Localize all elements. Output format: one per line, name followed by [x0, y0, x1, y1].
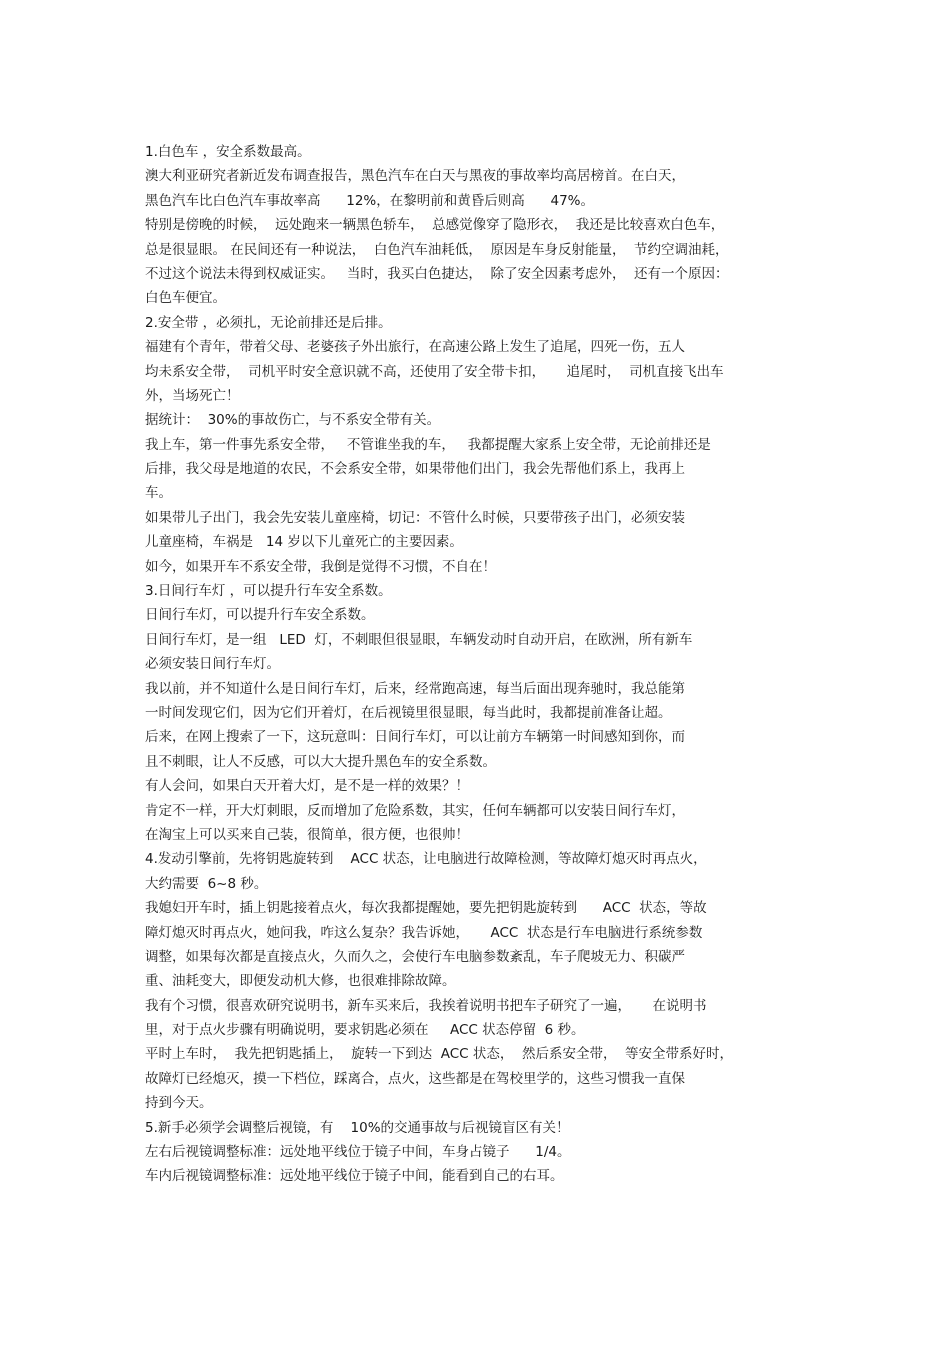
text-line: 4.发动引擎前，先将钥匙旋转到 ACC 状态，让电脑进行故障检测，等故障灯熄灭时再点火，: [145, 851, 707, 868]
text-line: 我有个习惯，很喜欢研究说明书，新车买来后，我挨着说明书把车子研究了一遍， 在说明书: [145, 997, 707, 1014]
text-line: 后来，在网上搜索了一下，这玩意叫：日间行车灯，可以让前方车辆第一时间感知到你，而: [145, 729, 685, 746]
text-line: 在淘宝上可以买来自己装，很简单，很方便，也很帅！: [145, 826, 469, 843]
text-line: 里，对于点火步骤有明确说明，要求钥匙必须在 ACC 状态停留 6 秒。: [145, 1022, 585, 1039]
text-line: 我媳妇开车时，插上钥匙接着点火，每次我都提醒她，要先把钥匙旋转到 ACC 状态，等故: [145, 900, 707, 917]
text-line: 平时上车时， 我先把钥匙插上， 旋转一下到达 ACC 状态， 然后系安全带， 等安全带系好时，: [145, 1046, 734, 1063]
text-line: 外，当场死亡！: [145, 387, 240, 404]
text-line: 如果带儿子出门，我会先安装儿童座椅，切记：不管什么时候，只要带孩子出门，必须安装: [145, 509, 685, 526]
text-line: 大约需要 6~8 秒。: [145, 875, 268, 892]
text-line: 3.日间行车灯 ，可以提升行车安全系数。: [145, 583, 392, 600]
text-line: 持到今天。: [145, 1095, 213, 1112]
text-line: 有人会问，如果白天开着大灯，是不是一样的效果？！: [145, 778, 469, 795]
text-line: 调整，如果每次都是直接点火，久而久之，会使行车电脑参数紊乱，车子爬坡无力、积碳严: [145, 948, 685, 965]
text-line: 黑色汽车比白色汽车事故率高 12%，在黎明前和黄昏后则高 47%。: [145, 192, 595, 209]
text-line: 车。: [145, 485, 172, 502]
text-line: 障灯熄灭时再点火，她问我，咋这么复杂？我告诉她， ACC 状态是行车电脑进行系统参数: [145, 924, 703, 941]
text-line: 不过这个说法未得到权威证实。 当时，我买白色捷达， 除了安全因素考虑外， 还有一个原因：: [145, 265, 729, 282]
text-line: 一时间发现它们，因为它们开着灯，在后视镜里很显眼，每当此时，我都提前准备让超。: [145, 704, 672, 721]
text-line: 且不刺眼，让人不反感，可以大大提升黑色车的安全系数。: [145, 753, 496, 770]
text-line: 我上车，第一件事先系安全带， 不管谁坐我的车， 我都提醒大家系上安全带，无论前排还是: [145, 436, 711, 453]
text-line: 日间行车灯，可以提升行车安全系数。: [145, 607, 375, 624]
text-line: 重、油耗变大，即便发动机大修，也很难排除故障。: [145, 973, 456, 990]
text-line: 福建有个青年，带着父母、老婆孩子外出旅行，在高速公路上发生了追尾，四死一伤，五人: [145, 339, 685, 356]
text-line: 左右后视镜调整标准：远处地平线位于镜子中间，车身占镜子 1/4。: [145, 1144, 571, 1161]
text-line: 车内后视镜调整标准：远处地平线位于镜子中间，能看到自己的右耳。: [145, 1168, 564, 1185]
text-line: 故障灯已经熄灭，摸一下档位，踩离合，点火，这些都是在驾校里学的，这些习惯我一直保: [145, 1070, 685, 1087]
text-line: 如今，如果开车不系安全带，我倒是觉得不习惯，不自在！: [145, 558, 496, 575]
text-line: 儿童座椅，车祸是 14 岁以下儿童死亡的主要因素。: [145, 534, 463, 551]
document-body: [145, 140, 815, 1189]
text-line: 特别是傍晚的时候， 远处跑来一辆黑色轿车， 总感觉像穿了隐形衣， 我还是比较喜欢白色车，: [145, 217, 725, 234]
text-line: 总是很显眼。 在民间还有一种说法， 白色汽车油耗低， 原因是车身反射能量， 节约空调油耗，: [145, 241, 729, 258]
text-line: 据统计： 30%的事故伤亡，与不系安全带有关。: [145, 412, 441, 429]
text-line: 1.白色车 ，安全系数最高。: [145, 144, 311, 160]
text-line: 我以前，并不知道什么是日间行车灯，后来，经常跑高速，每当后面出现奔驰时，我总能第: [145, 680, 685, 697]
text-line: 澳大利亚研究者新近发布调查报告，黑色汽车在白天与黑夜的事故率均高居榜首。在白天，: [145, 168, 685, 185]
text-line: 日间行车灯，是一组 LED 灯，不刺眼但很显眼，车辆发动时自动开启，在欧洲，所有新车: [145, 631, 693, 648]
text-line: 后排，我父母是地道的农民，不会系安全带，如果带他们出门，我会先帮他们系上，我再上: [145, 461, 685, 478]
text-line: 白色车便宜。: [145, 290, 226, 307]
text-line: 2.安全带 ，必须扎，无论前排还是后排。: [145, 314, 392, 331]
text-line: 肯定不一样，开大灯刺眼，反而增加了危险系数，其实，任何车辆都可以安装日间行车灯，: [145, 802, 685, 819]
text-line: 5.新手必须学会调整后视镜，有 10%的交通事故与后视镜盲区有关！: [145, 1119, 570, 1136]
text-line: 必须安装日间行车灯。: [145, 656, 280, 673]
text-line: 均未系安全带， 司机平时安全意识就不高，还使用了安全带卡扣， 追尾时， 司机直接飞出车: [145, 363, 724, 380]
